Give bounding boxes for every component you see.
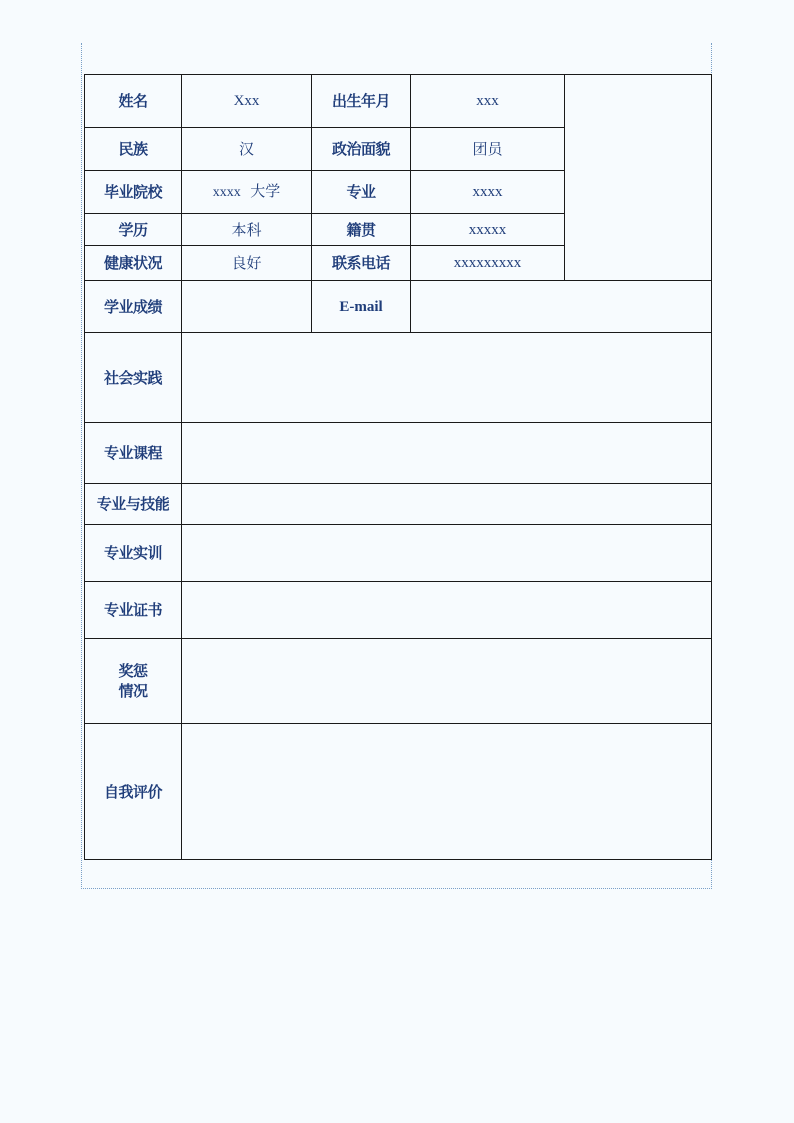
table-row [85,582,712,639]
education-value[interactable]: 本科 [182,214,312,246]
email-value[interactable] [411,281,712,333]
table-row [85,333,712,423]
education-label: 学历 [85,214,182,246]
training-content[interactable] [182,525,712,582]
school-value[interactable] [182,171,312,214]
phone-label: 联系电话 [312,246,411,281]
email-label: E-mail [312,281,411,333]
awards-content[interactable] [182,639,712,724]
table-row [85,484,712,525]
political-label: 政治面貌 [312,128,411,171]
skills-content[interactable] [182,484,712,525]
awards-label-line2: 情况 [118,682,148,700]
school-label: 毕业院校 [85,171,182,214]
certificates-content[interactable] [182,582,712,639]
certificates-label: 专业证书 [85,582,182,639]
table-row [85,639,712,724]
phone-value[interactable]: xxxxxxxxx [411,246,565,281]
grades-label: 学业成绩 [85,281,182,333]
self-eval-label: 自我评价 [85,724,182,860]
birth-value[interactable]: xxx [411,75,565,128]
school-value-suffix: 大学 [250,182,281,200]
major-value[interactable]: xxxx [411,171,565,214]
grades-value[interactable] [182,281,312,333]
courses-content[interactable] [182,423,712,484]
ethnicity-label: 民族 [85,128,182,171]
awards-label-line1: 奖惩 [118,662,148,680]
ethnicity-value[interactable]: 汉 [182,128,312,171]
resume-table [84,74,712,860]
native-value[interactable]: xxxxx [411,214,565,246]
school-value-prefix: xxxx [212,185,241,200]
table-row [85,423,712,484]
major-label: 专业 [312,171,411,214]
skills-label: 专业与技能 [85,484,182,525]
practice-label: 社会实践 [85,333,182,423]
name-value[interactable]: Xxx [182,75,312,128]
training-label: 专业实训 [85,525,182,582]
table-row [85,281,712,333]
native-label: 籍贯 [312,214,411,246]
health-label: 健康状况 [85,246,182,281]
photo-cell[interactable] [565,75,712,281]
birth-label: 出生年月 [312,75,411,128]
political-value[interactable]: 团员 [411,128,565,171]
name-label: 姓名 [85,75,182,128]
practice-content[interactable] [182,333,712,423]
table-row [85,75,712,128]
health-value[interactable]: 良好 [182,246,312,281]
awards-label [85,639,182,724]
courses-label: 专业课程 [85,423,182,484]
self-eval-content[interactable] [182,724,712,860]
table-row [85,724,712,860]
table-row [85,525,712,582]
